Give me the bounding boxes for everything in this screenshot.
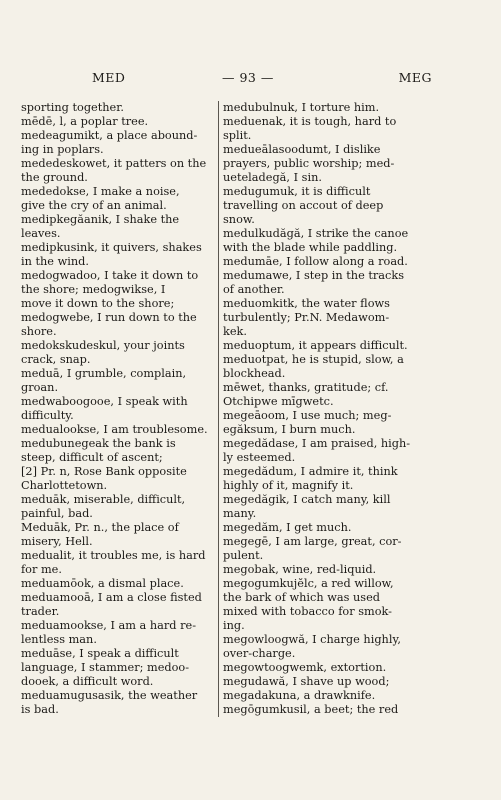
text-line: mēwet, thanks, gratitude; cf. — [223, 381, 389, 394]
text-line: medwaboogooe, I speak with — [21, 395, 188, 408]
text-line: meduāse, I speak a difficult — [21, 647, 179, 660]
text-line: medugumuk, it is difficult — [223, 185, 371, 198]
text-line: [2] Pr. n, Rose Bank opposite — [21, 465, 187, 478]
text-line: is bad. — [21, 703, 59, 716]
text-line: difficulty. — [21, 409, 74, 422]
text-line: leaves. — [21, 227, 61, 240]
text-line: megedăm, I get much. — [223, 521, 352, 534]
text-line: medipkegăanik, I shake the — [21, 213, 180, 226]
text-line: move it down to the shore; — [21, 297, 175, 310]
text-line: in the wind. — [21, 255, 89, 268]
text-line: mixed with tobacco for smok- — [223, 605, 392, 618]
text-line: meduāk, miserable, difficult, — [21, 493, 186, 506]
text-line: mēdē, l, a poplar tree. — [21, 115, 149, 128]
text-line: medokskudeskul, your joints — [21, 339, 185, 352]
text-line: language, I stammer; medoo- — [21, 661, 190, 674]
text-line: mededokse, I make a noise, — [21, 185, 180, 198]
text-line: ing in poplars. — [21, 143, 104, 156]
page-number: — 93 — — [222, 70, 274, 85]
text-line: turbulently; Pr.N. Medawom- — [223, 311, 390, 324]
text-line: meduamugusasik, the weather — [21, 689, 198, 702]
text-line: meduamooā, I am a close fisted — [21, 591, 202, 604]
text-line: meduenak, it is tough, hard to — [223, 115, 397, 128]
text-line: egăksum, I burn much. — [223, 423, 356, 436]
text-line: megowloogwă, I charge highly, — [223, 633, 401, 646]
text-line: megedăgik, I catch many, kill — [223, 493, 391, 506]
left-column — [21, 101, 218, 717]
text-line: kek. — [223, 325, 247, 338]
text-line: medumawe, I step in the tracks — [223, 269, 405, 282]
text-line: give the cry of an animal. — [21, 199, 167, 212]
text-line: meduamookse, I am a hard re- — [21, 619, 197, 632]
text-line: meduamōok, a dismal place. — [21, 577, 184, 590]
text-line: medogwadoo, I take it down to — [21, 269, 199, 282]
text-line: meduomkitk, the water flows — [223, 297, 390, 310]
right-column — [218, 101, 485, 717]
text-line: ing. — [223, 619, 245, 632]
text-line: crack, snap. — [21, 353, 91, 366]
text-line: with the blade while paddling. — [223, 241, 398, 254]
text-line: megōgumkusil, a beet; the red — [223, 703, 399, 716]
text-line: megowtoogwemk, extortion. — [223, 661, 387, 674]
text-line: trader. — [21, 605, 60, 618]
text-line: many. — [223, 507, 257, 520]
text-line: sporting together. — [21, 101, 124, 114]
text-line: meduoptum, it appears difficult. — [223, 339, 408, 352]
text-line: medulkudăgă, I strike the canoe — [223, 227, 409, 240]
text-line: over-charge. — [223, 647, 296, 660]
text-line: for me. — [21, 563, 62, 576]
text-line: travelling on accout of deep — [223, 199, 384, 212]
text-line: megobak, wine, red-liquid. — [223, 563, 377, 576]
text-line: misery, Hell. — [21, 535, 93, 548]
text-line: ly esteemed. — [223, 451, 296, 464]
text-line: megeāoom, I use much; meg- — [223, 409, 392, 422]
text-line: steep, difficult of ascent; — [21, 451, 163, 464]
text-line: blockhead. — [223, 367, 286, 380]
text-line: Meduāk, Pr. n., the place of — [21, 521, 179, 534]
text-line: pulent. — [223, 549, 264, 562]
text-line: megadakuna, a drawknife. — [223, 689, 376, 702]
text-line: ueteladegă, I sin. — [223, 171, 322, 184]
header-right-guideword: MEG — [398, 70, 432, 85]
text-line: highly of it, magnify it. — [223, 479, 354, 492]
text-line: megedădum, I admire it, think — [223, 465, 398, 478]
text-line: Charlottetown. — [21, 479, 108, 492]
text-line: medubunegeak the bank is — [21, 437, 176, 450]
page-header — [92, 70, 432, 88]
text-line: meduotpat, he is stupid, slow, a — [223, 353, 404, 366]
text-line: medipkusink, it quivers, shakes — [21, 241, 202, 254]
text-line: prayers, public worship; med- — [223, 157, 395, 170]
text-line: of another. — [223, 283, 285, 296]
text-line: megedădase, I am praised, high- — [223, 437, 411, 450]
text-line: painful, bad. — [21, 507, 93, 520]
text-line: megudawă, I shave up wood; — [223, 675, 390, 688]
text-line: medualookse, I am troublesome. — [21, 423, 208, 436]
text-line: megegē, I am large, great, cor- — [223, 535, 402, 548]
text-line: medubulnuk, I torture him. — [223, 101, 380, 114]
text-line: mededeskowet, it patters on the — [21, 157, 207, 170]
text-line: medogwebe, I run down to the — [21, 311, 197, 324]
header-left-guideword: MED — [92, 70, 126, 85]
text-line: medualit, it troubles me, is hard — [21, 549, 206, 562]
text-line: the shore; medogwikse, I — [21, 283, 166, 296]
text-line: the ground. — [21, 171, 88, 184]
text-line: lentless man. — [21, 633, 97, 646]
text-line: medumāe, I follow along a road. — [223, 255, 408, 268]
text-line: shore. — [21, 325, 57, 338]
text-line: groan. — [21, 381, 59, 394]
text-line: Otchipwe mīgwetc. — [223, 395, 334, 408]
text-line: dooek, a difficult word. — [21, 675, 154, 688]
text-line: megogumkujĕlc, a red willow, — [223, 577, 394, 590]
text-line: split. — [223, 129, 252, 142]
text-line: medueālasoodumt, I dislike — [223, 143, 381, 156]
text-line: snow. — [223, 213, 255, 226]
text-line: the bark of which was used — [223, 591, 381, 604]
text-line: meduā, I grumble, complain, — [21, 367, 187, 380]
text-line: medeagumikt, a place abound- — [21, 129, 198, 142]
